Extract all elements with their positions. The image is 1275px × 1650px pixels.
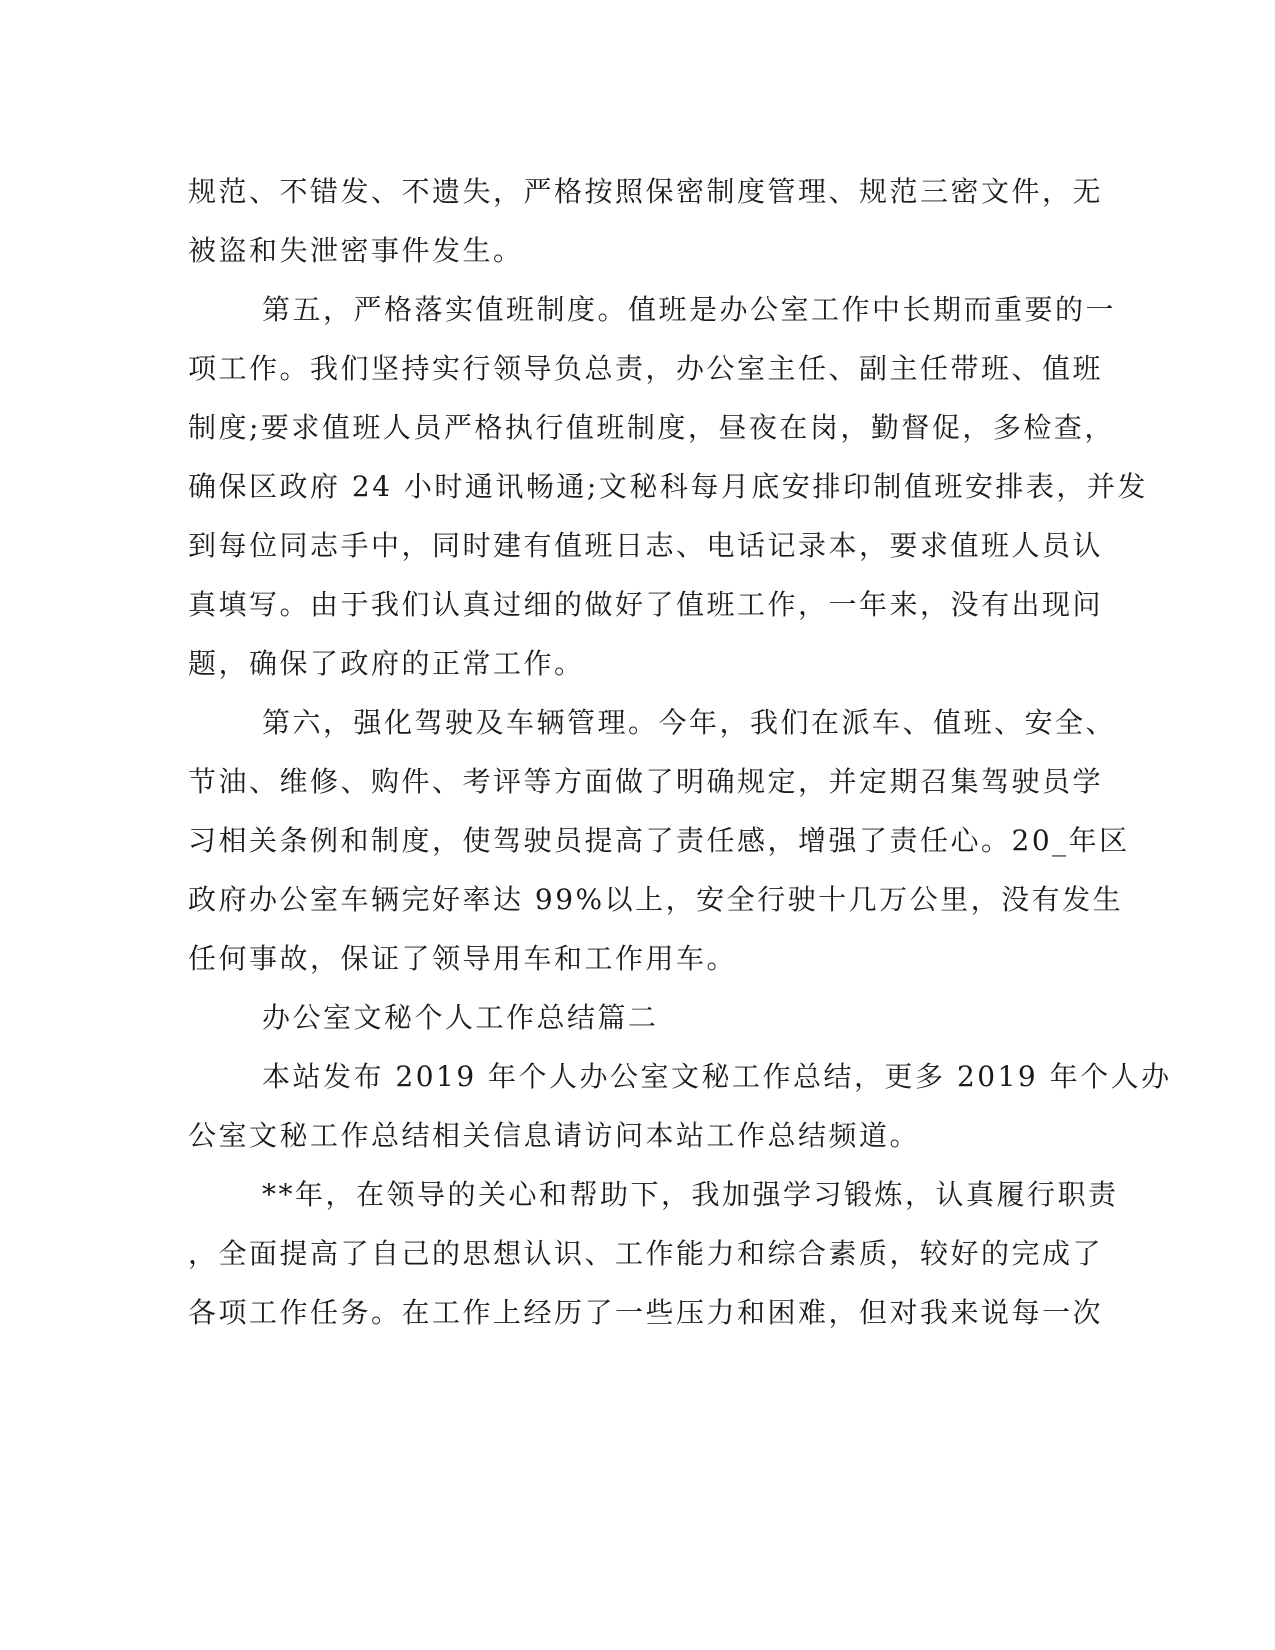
text-line: 习相关条例和制度，使驾驶员提高了责任感，增强了责任心。20_年区 [188, 824, 1130, 857]
text-line: 制度;要求值班人员严格执行值班制度，昼夜在岗，勤督促，多检查， [188, 411, 1115, 444]
paragraph-start-line: 第六，强化驾驶及车辆管理。今年，我们在派车、值班、安全、 [262, 706, 1117, 739]
text-line: 任何事故，保证了领导用车和工作用车。 [188, 942, 738, 975]
document-body [188, 162, 1172, 1342]
text-line: 规范、不错发、不遗失，严格按照保密制度管理、规范三密文件，无 [188, 175, 1104, 208]
text-line: 节油、维修、购件、考评等方面做了明确规定，并定期召集驾驶员学 [188, 765, 1104, 798]
text-line: 真填写。由于我们认真过细的做好了值班工作，一年来，没有出现问 [188, 588, 1104, 621]
text-line: ，全面提高了自己的思想认识、工作能力和综合素质，较好的完成了 [188, 1237, 1104, 1270]
text-line: 到每位同志手中，同时建有值班日志、电话记录本，要求值班人员认 [188, 529, 1104, 562]
text-line: 政府办公室车辆完好率达 99%以上，安全行驶十几万公里，没有发生 [188, 883, 1124, 916]
text-line: 被盗和失泄密事件发生。 [188, 234, 524, 267]
text-line: 各项工作任务。在工作上经历了一些压力和困难，但对我来说每一次 [188, 1296, 1104, 1329]
text-line: 确保区政府 24 小时通讯畅通;文秘科每月底安排印制值班安排表，并发 [188, 470, 1148, 503]
text-line: 公室文秘工作总结相关信息请访问本站工作总结频道。 [188, 1119, 921, 1152]
paragraph-start-line: **年，在领导的关心和帮助下，我加强学习锻炼，认真履行职责 [262, 1178, 1119, 1211]
text-line: 项工作。我们坚持实行领导负总责，办公室主任、副主任带班、值班 [188, 352, 1104, 385]
paragraph-start-line: 第五，严格落实值班制度。值班是办公室工作中长期而重要的一 [262, 293, 1117, 326]
text-line: 题，确保了政府的正常工作。 [188, 647, 585, 680]
paragraph-start-line: 本站发布 2019 年个人办公室文秘工作总结，更多 2019 年个人办 [262, 1060, 1172, 1093]
section-heading: 办公室文秘个人工作总结篇二 [262, 1001, 659, 1034]
